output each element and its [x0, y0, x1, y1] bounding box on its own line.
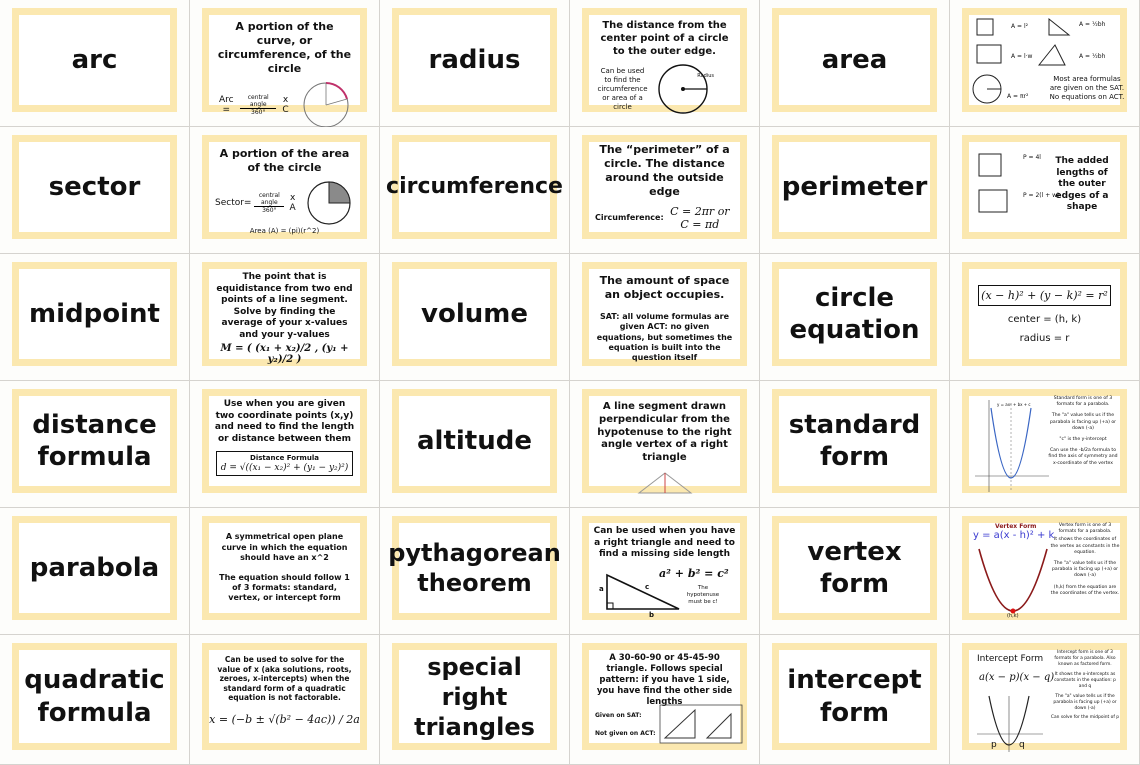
- volume-note: SAT: all volume formulas are given ACT: no given equations, but sometimes the equation is built into the question itself: [596, 312, 733, 363]
- flashcard-special-right-definition[interactable]: [582, 643, 747, 750]
- flashcard-special-right-triangles[interactable]: [392, 643, 557, 750]
- intercept-note-4: Can solve for the midpoint of p: [1050, 715, 1120, 721]
- pythagorean-formula: a² + b² = c²: [659, 567, 729, 580]
- flashcard-sector-definition[interactable]: [202, 135, 367, 239]
- card-cell-vertex-form-def: [950, 508, 1140, 635]
- vertex-note-4: (h,k) from the equation are the coordinates of the vertex.: [1050, 584, 1120, 596]
- term-line-2: theorem: [417, 569, 532, 597]
- flashcard-circle-equation[interactable]: [772, 262, 937, 366]
- definition-text: A 30-60-90 or 45-45-90 triangle. Follows special pattern: if you have 1 side, you have find the other side lengths: [596, 653, 733, 707]
- flashcard-arc-definition[interactable]: [202, 8, 367, 117]
- intercept-title: Intercept Form: [977, 654, 1044, 664]
- definition-text: A portion of the curve, or circumference, of the circle: [217, 20, 352, 76]
- card-cell-altitude: [380, 381, 570, 508]
- card-cell-radius: [380, 0, 570, 127]
- flashcard-standard-form[interactable]: [772, 389, 937, 493]
- definition-text: A portion of the area of the circle: [219, 147, 350, 175]
- vertex-parabola-icon: [973, 545, 1053, 623]
- card-cell-quadratic: [0, 635, 190, 765]
- flashcard-intercept-form[interactable]: [772, 643, 937, 750]
- card-cell-circumference: [380, 127, 570, 254]
- fraction-top: central angle: [240, 94, 276, 109]
- fraction-bottom: 360°: [262, 207, 277, 215]
- term-label: radius: [428, 44, 521, 75]
- card-cell-perimeter-def: [950, 127, 1140, 254]
- card-cell-altitude-def: [570, 381, 760, 508]
- intercept-note-3: The "a" value tells us if the parabola is facing up (+a) or down (-a): [1053, 693, 1117, 711]
- term-line-2: formula: [37, 442, 152, 472]
- term-line-2: form: [819, 442, 890, 472]
- term-line-1: quadratic: [24, 665, 165, 695]
- not-given-act-label: Not given on ACT:: [595, 730, 656, 737]
- standard-note-4: Can use the -b/2a formula to find the axis of symmetry and x-coordinate of the vertex: [1048, 448, 1118, 466]
- term-line-1: intercept: [787, 665, 922, 695]
- vertex-note-1: Vertex form is one of 3 formats for a parabola.: [1058, 523, 1112, 535]
- parabola-graph-icon: [971, 398, 1051, 494]
- term-label: volume: [421, 298, 528, 329]
- card-cell-pythagorean-def: [570, 508, 760, 635]
- radius-side-note: Can be used to find the circumference or area of a circle: [597, 66, 648, 112]
- distance-formula: d = √((x₁ − x₂)² + (y₁ − y₂)²): [220, 463, 349, 474]
- definition-text: A line segment drawn perpendicular from the hypotenuse to the right angle vertex of a right triangle: [597, 401, 732, 464]
- card-cell-volume: [380, 254, 570, 381]
- flashcard-midpoint[interactable]: [12, 262, 177, 366]
- definition-text: A symmetrical open plane curve in which the equation should have an x^2: [221, 532, 348, 562]
- given-on-sat-label: Given on SAT:: [595, 712, 642, 719]
- formula-rectangle: P = 2(l + w): [1023, 192, 1060, 199]
- flashcard-area[interactable]: [772, 8, 937, 112]
- formula-triangle-2: A = ½bh: [1079, 53, 1106, 60]
- card-cell-radius-def: [570, 0, 760, 127]
- flashcard-pythagorean-definition[interactable]: [582, 516, 747, 620]
- card-cell-distance-formula: [0, 381, 190, 508]
- card-cell-midpoint: [0, 254, 190, 381]
- card-cell-volume-def: [570, 254, 760, 381]
- flashcard-circle-equation-definition[interactable]: [962, 262, 1127, 366]
- flashcard-standard-form-definition[interactable]: [962, 389, 1127, 493]
- formula-box-title: Distance Formula: [250, 454, 319, 463]
- flashcard-sector[interactable]: [12, 135, 177, 239]
- term-line-1: standard: [788, 409, 921, 440]
- card-cell-parabola-def: [190, 508, 380, 635]
- vertex-title: Vertex Form: [995, 523, 1037, 530]
- card-cell-special-right: [380, 635, 570, 765]
- intercept-q: q: [1019, 740, 1025, 750]
- term-label: sector: [48, 171, 141, 202]
- standard-note-3: "c" is the y-intercept: [1059, 436, 1107, 442]
- card-cell-perimeter: [760, 127, 950, 254]
- intercept-parabola-icon: [975, 694, 1045, 754]
- formula-left: Arc =: [218, 95, 234, 116]
- formula-rectangle: A = l·w: [1011, 53, 1033, 60]
- card-cell-parabola: [0, 508, 190, 635]
- term-label: circumference: [386, 174, 563, 200]
- radius-label: radius = r: [1019, 332, 1070, 344]
- card-cell-intercept-form: [760, 635, 950, 765]
- term-line-1: special right: [427, 652, 522, 711]
- card-cell-sector-def: [190, 127, 380, 254]
- radius-label: Radius: [697, 73, 714, 79]
- side-label-b: b: [649, 611, 655, 619]
- hypotenuse-note: The hypotenuse must be c!: [686, 585, 720, 606]
- definition-text: The distance from the center point of a circle to the outer edge.: [600, 20, 729, 57]
- side-label-a: a: [599, 585, 604, 593]
- fraction-top: central angle: [254, 192, 284, 207]
- term-line-2: form: [819, 697, 890, 728]
- card-cell-distance-formula-def: [190, 381, 380, 508]
- flashcard-intercept-form-definition[interactable]: [962, 643, 1127, 750]
- card-cell-pythagorean: [380, 508, 570, 635]
- term-label: midpoint: [29, 298, 160, 329]
- flashcard-radius-definition[interactable]: [582, 8, 747, 112]
- card-cell-standard-form: [760, 381, 950, 508]
- card-cell-intercept-form-def: [950, 635, 1140, 765]
- term-line-2: formula: [37, 697, 152, 728]
- vertex-point-label: (h,k): [1007, 613, 1019, 619]
- flashcard-perimeter-definition[interactable]: [962, 135, 1127, 239]
- flashcard-parabola[interactable]: [12, 516, 177, 620]
- formula-triangle: A = ½bh: [1079, 21, 1106, 28]
- special-triangles-icon: [659, 704, 743, 744]
- intercept-note-1: Intercept form is one of 3 formats for a parabola. Also known as factored form.: [1054, 650, 1116, 667]
- circle-formula: (x − h)² + (y − k)² = r²: [978, 285, 1111, 306]
- flashcard-midpoint-definition[interactable]: [202, 262, 367, 366]
- card-cell-arc: [0, 0, 190, 127]
- area-note: Area (A) = (pi)(r^2): [249, 227, 320, 236]
- definition-text: The added lengths of the outer edges of a shape: [1055, 156, 1109, 213]
- formula: C = 2πr or C = πd: [670, 205, 730, 232]
- flashcard-distance-formula-definition[interactable]: [202, 389, 367, 493]
- definition-text: The “perimeter” of a circle. The distance around the outside edge: [599, 142, 730, 199]
- flashcard-radius[interactable]: [392, 8, 557, 112]
- quadratic-formula: x = (−b ± √(b² − 4ac)) / 2a: [209, 712, 360, 726]
- card-cell-vertex-form: [760, 508, 950, 635]
- term-label: altitude: [417, 425, 532, 456]
- term-label: vertex form: [807, 536, 902, 599]
- formula-square: A = l²: [1011, 23, 1029, 30]
- formula-right: x C: [282, 95, 289, 116]
- vertex-note-3: The "a" value tells us if the parabola is facing up (+a) or down (-a): [1051, 560, 1119, 579]
- formula-square: P = 4l: [1023, 154, 1041, 161]
- definition-text: The point that is equidistance from two end points of a line segment. Solve by finding the average of your x-values and your y-values: [216, 272, 353, 340]
- flashcard-quadratic-formula[interactable]: [12, 643, 177, 750]
- flashcard-circumference-definition[interactable]: [582, 135, 747, 239]
- card-cell-special-right-def: [570, 635, 760, 765]
- card-cell-sector: [0, 127, 190, 254]
- radius-circle-icon: [655, 62, 733, 116]
- flashcard-vertex-form-definition[interactable]: [962, 516, 1127, 620]
- flashcard-vertex-form[interactable]: [772, 516, 937, 620]
- formula-left: Sector=: [215, 198, 252, 209]
- standard-equation: y = ax² + bx + c: [997, 402, 1031, 407]
- term-line-2: equation: [789, 315, 920, 345]
- flashcard-circumference[interactable]: [386, 135, 563, 239]
- definition-text: Use when you are given two coordinate points (x,y) and need to find the length or distance between them: [214, 399, 355, 444]
- flashcard-altitude-definition[interactable]: [582, 389, 747, 493]
- definition-text: Can be used when you have a right triangle and need to find a missing side length: [593, 526, 736, 560]
- card-cell-standard-form-def: [950, 381, 1140, 508]
- vertex-note-2: It shows the coordinates of the vertex as constants in the equation.: [1050, 537, 1120, 555]
- flashcard-area-definition[interactable]: [962, 8, 1127, 112]
- card-cell-midpoint-def: [190, 254, 380, 381]
- card-cell-area: [760, 0, 950, 127]
- card-cell-quadratic-def: [190, 635, 380, 765]
- term-label: area: [821, 44, 888, 75]
- flashcard-parabola-definition[interactable]: [202, 516, 367, 620]
- vertex-equation: y = a(x - h)² + k: [973, 530, 1055, 541]
- sector-circle-icon: [304, 179, 354, 227]
- altitude-triangle-icon: [635, 469, 695, 495]
- card-cell-circle-equation: [760, 254, 950, 381]
- definition-text: The amount of space an object occupies.: [599, 274, 730, 302]
- flashcard-perimeter[interactable]: [772, 135, 937, 239]
- formula-right: x A: [289, 193, 296, 214]
- term-label: arc: [71, 44, 118, 75]
- card-cell-circumference-def: [570, 127, 760, 254]
- term-line-2: triangles: [414, 712, 535, 741]
- flashcard-distance-formula[interactable]: [12, 389, 177, 493]
- intercept-p: p: [991, 740, 997, 750]
- formula-label: Circumference:: [595, 212, 664, 222]
- flashcard-volume[interactable]: [392, 262, 557, 366]
- standard-note-1: Standard form is one of 3 formats for a parabola.: [1053, 396, 1113, 408]
- side-label-c: c: [645, 583, 650, 591]
- center-label: center = (h, k): [1007, 313, 1082, 325]
- parabola-formats-note: The equation should follow 1 of 3 formats: standard, vertex, or intercept form: [219, 573, 350, 603]
- area-note: Most area formulas are given on the SAT. No equations on ACT.: [1049, 75, 1125, 102]
- intercept-equation: a(x − p)(x − q): [979, 672, 1055, 683]
- arc-circle-icon: [298, 80, 354, 130]
- intercept-note-2: It shows the x-intercepts as constants in the equation: p and q: [1054, 671, 1116, 689]
- term-line-1: distance: [32, 409, 157, 440]
- definition-text: Can be used to solve for the value of x (aka solutions, roots, zeroes, x-intercepts) when the standard form of a quadratic equation is not factorable.: [217, 655, 352, 703]
- flashcard-pythagorean-theorem[interactable]: [388, 516, 561, 620]
- term-line-1: pythagorean: [388, 539, 561, 567]
- flashcard-altitude[interactable]: [392, 389, 557, 493]
- fraction-bottom: 360°: [251, 109, 266, 117]
- flashcard-arc[interactable]: [12, 8, 177, 112]
- term-label: parabola: [29, 552, 160, 583]
- flashcard-quadratic-definition[interactable]: [202, 643, 367, 750]
- card-cell-area-def: [950, 0, 1140, 127]
- formula-circle: A = πr²: [1007, 93, 1029, 100]
- standard-note-2: The "a" value tells us if the parabola is facing up (+a) or down (-a): [1049, 413, 1117, 431]
- flashcard-volume-definition[interactable]: [582, 262, 747, 366]
- term-label: perimeter: [781, 171, 928, 202]
- card-cell-circle-equation-def: [950, 254, 1140, 381]
- midpoint-formula: M = ( (x₁ + x₂)/2 , (y₁ + y₂)/2 ): [220, 343, 349, 366]
- term-line-1: circle: [814, 282, 895, 313]
- card-cell-arc-def: [190, 0, 380, 127]
